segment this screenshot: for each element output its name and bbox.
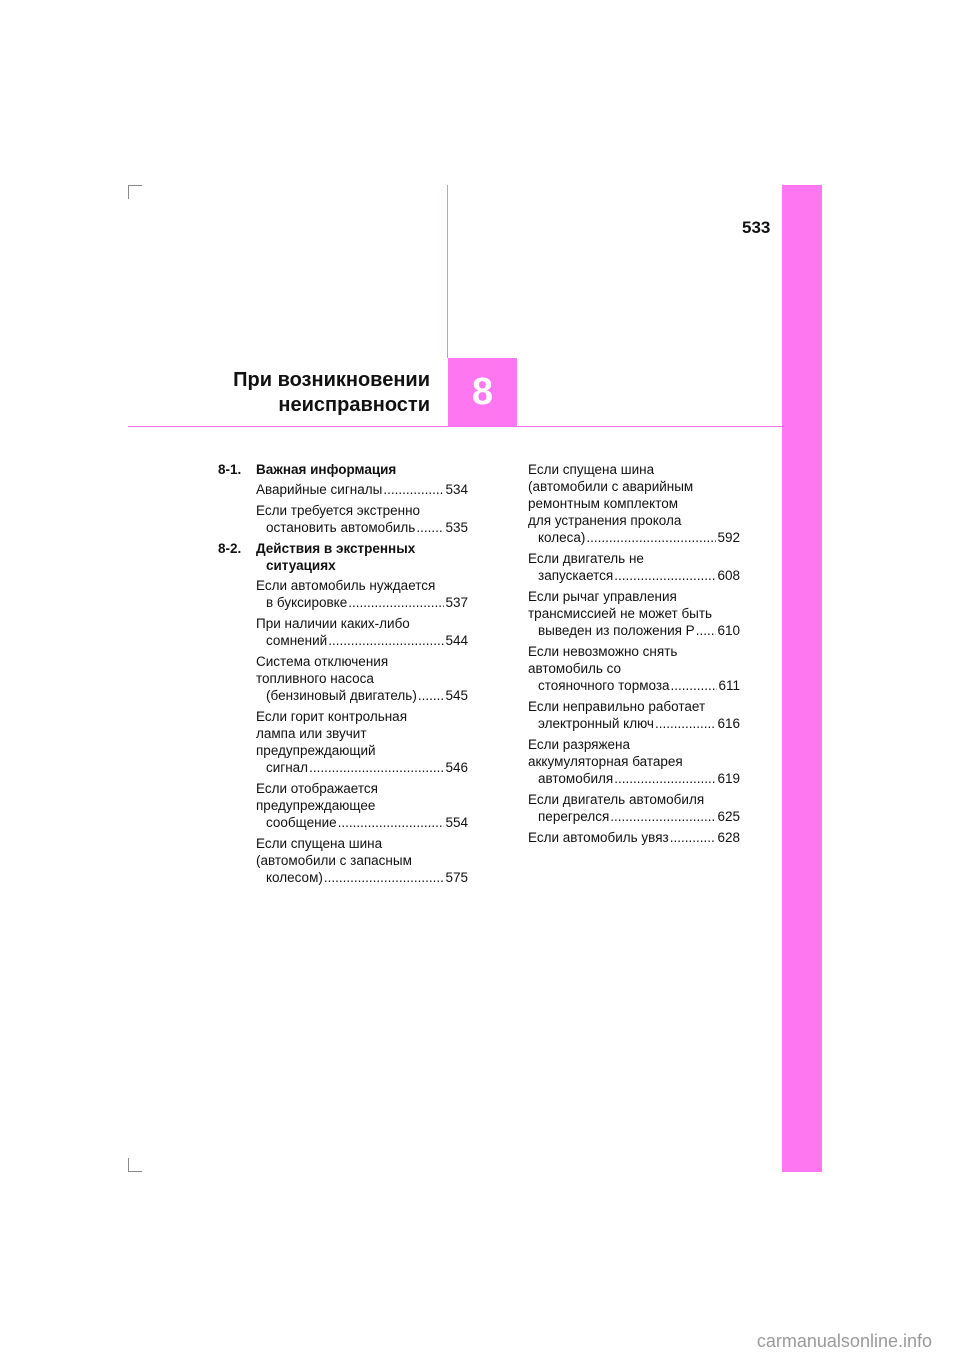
- toc-page-number: 611: [718, 678, 740, 693]
- toc-entry[interactable]: [256, 481, 468, 498]
- toc-entry-text: (бензиновый двигатель): [266, 688, 417, 703]
- toc-entry-last-line: [256, 687, 468, 704]
- toc-section-entries: [218, 481, 468, 536]
- toc-entry-line: лампа или звучит: [256, 726, 367, 741]
- toc-entry-title: [256, 708, 468, 759]
- toc-entry-text: электронный ключ: [538, 716, 654, 731]
- toc-page-number: 575: [445, 870, 468, 885]
- toc-entry-last-line: [256, 869, 468, 886]
- toc-entry-line: Если двигатель автомобиля: [528, 792, 705, 807]
- toc-entry-line: (автомобили с аварийным: [528, 479, 694, 494]
- toc-entry-text: Если автомобиль увяз: [528, 830, 669, 845]
- toc-entry-last-line: [256, 759, 468, 776]
- toc-section-number: 8-1.: [218, 462, 242, 477]
- toc-entry-line: Если спущена шина: [256, 836, 383, 851]
- toc-right-column: [528, 461, 740, 850]
- toc-entry-title: [528, 791, 740, 808]
- chapter-title-line-1: При возникновении: [233, 369, 430, 391]
- toc-section-heading: [218, 540, 468, 574]
- toc-leader-dots: [309, 759, 444, 776]
- toc-entry-title: [256, 577, 468, 594]
- toc-entry-line: (автомобили с запасным: [256, 853, 412, 868]
- toc-section-heading: [218, 461, 468, 478]
- toc-leader-dots: [383, 481, 444, 498]
- toc-entry-text: в буксировке: [266, 595, 348, 610]
- toc-entry[interactable]: [528, 736, 740, 787]
- toc-left-column: [218, 461, 468, 890]
- chapter-side-tab: [782, 185, 822, 1172]
- toc-page-number: 554: [445, 815, 468, 830]
- toc-entry-title: [528, 550, 740, 567]
- toc-page-number: 534: [445, 482, 468, 497]
- toc-entry-text: остановить автомобиль: [266, 520, 416, 535]
- toc-entry-last-line: [256, 519, 468, 536]
- toc-entry-last-line: [256, 481, 468, 498]
- toc-entry-line: аккумуляторная батарея: [528, 754, 683, 769]
- toc-page-number: 610: [717, 623, 740, 638]
- crop-mark-top-v: [128, 185, 129, 199]
- toc-entry-text: сомнений: [266, 633, 328, 648]
- toc-page-number: 625: [717, 809, 740, 824]
- toc-entry-last-line: [528, 715, 740, 732]
- page-number: 533: [742, 218, 771, 237]
- toc-entry-title: [528, 698, 740, 715]
- toc-page-number: 545: [445, 688, 468, 703]
- toc-entry-text: выведен из положения P: [538, 623, 695, 638]
- toc-entry-text: перегрелся: [538, 809, 610, 824]
- toc-entry-last-line: [256, 594, 468, 611]
- toc-entry[interactable]: [256, 577, 468, 611]
- toc-entry-title: [256, 780, 468, 814]
- toc-page-number: 592: [717, 530, 740, 545]
- toc-leader-dots: [614, 770, 716, 787]
- toc-page-number: 537: [445, 595, 468, 610]
- toc-entry-line: При наличии каких-либо: [256, 616, 410, 631]
- toc-entry-last-line: [528, 808, 740, 825]
- toc-leader-dots: [586, 529, 716, 546]
- toc-leader-dots: [348, 594, 444, 611]
- watermark-text: carmanualsonline.info: [756, 1331, 932, 1351]
- toc-entry-line: Если требуется экстренно: [256, 503, 421, 518]
- toc-section-title: Действия в экстренных ситуациях: [256, 541, 416, 573]
- toc-entry-last-line: [256, 814, 468, 831]
- toc-entry-title: [528, 588, 740, 622]
- toc-entry-text: запускается: [538, 568, 614, 583]
- toc-entry-title: [256, 835, 468, 869]
- toc-leader-dots: [696, 622, 717, 639]
- toc-entry-title: [256, 653, 468, 687]
- toc-entry[interactable]: [528, 643, 740, 694]
- toc-entry[interactable]: [528, 698, 740, 732]
- toc-entry-title: [528, 643, 740, 677]
- toc-leader-dots: [328, 632, 444, 649]
- chapter-title: [233, 368, 430, 418]
- toc-entry-line: Если автомобиль нуждается: [256, 578, 436, 593]
- toc-leader-dots: [324, 869, 445, 886]
- crop-mark-top-h: [128, 185, 142, 186]
- chapter-number-badge: 8: [448, 358, 517, 427]
- toc-entry[interactable]: [256, 653, 468, 704]
- toc-entry-title: [528, 461, 740, 529]
- toc-entry-title: [256, 615, 468, 632]
- toc-section-number: 8-2.: [218, 541, 242, 556]
- crop-mark-bottom-h: [128, 1171, 142, 1172]
- toc-entry-line: топливного насоса: [256, 671, 374, 686]
- toc-leader-dots: [671, 677, 718, 694]
- toc-entry-line: Система отключения: [256, 654, 389, 669]
- toc-entry-text: сообщение: [266, 815, 337, 830]
- toc-entry-line: Если разряжена: [528, 737, 630, 752]
- toc-section-entries: [528, 461, 740, 846]
- toc-entry-line: Если невозможно снять: [528, 644, 678, 659]
- toc-entry-last-line: [528, 677, 740, 694]
- toc-entry[interactable]: [528, 550, 740, 584]
- toc-entry-line: Если отображается: [256, 781, 378, 796]
- header-vertical-rule: [447, 185, 448, 358]
- toc-page-number: 608: [717, 568, 740, 583]
- toc-entry-last-line: [256, 632, 468, 649]
- toc-entry-line: Если спущена шина: [528, 462, 655, 477]
- toc-leader-dots: [670, 829, 717, 846]
- chapter-title-line-2: неисправности: [278, 394, 430, 416]
- toc-entry[interactable]: [256, 502, 468, 536]
- toc-leader-dots: [416, 519, 444, 536]
- toc-entry-title: [256, 502, 468, 519]
- toc-leader-dots: [338, 814, 445, 831]
- toc-entry-line: предупреждающий: [256, 743, 376, 758]
- toc-entry-text: Аварийные сигналы: [256, 482, 383, 497]
- toc-entry-line: ремонтным комплектом: [528, 496, 679, 511]
- toc-entry-text: автомобиля: [538, 771, 614, 786]
- toc-entry-line: Если горит контрольная: [256, 709, 407, 724]
- toc-entry[interactable]: [528, 461, 740, 546]
- toc-entry-text: колесом): [266, 870, 323, 885]
- toc-page-number: 544: [445, 633, 468, 648]
- toc-entry-title: [528, 736, 740, 770]
- toc-leader-dots: [610, 808, 716, 825]
- toc-entry-line: для устранения прокола: [528, 513, 682, 528]
- toc-entry-last-line: [528, 829, 740, 846]
- toc-section-title: Важная информация: [256, 462, 397, 477]
- toc-entry[interactable]: [256, 835, 468, 886]
- toc-entry-last-line: [528, 529, 740, 546]
- crop-mark-bottom-v: [128, 1158, 129, 1172]
- toc-leader-dots: [614, 567, 716, 584]
- toc-leader-dots: [418, 687, 445, 704]
- toc-entry-text: сигнал: [266, 760, 309, 775]
- toc-entry-last-line: [528, 567, 740, 584]
- toc-page-number: 616: [717, 716, 740, 731]
- toc-entry-line: Если рычаг управления: [528, 589, 677, 604]
- toc-entry-last-line: [528, 770, 740, 787]
- toc-entry[interactable]: [528, 829, 740, 846]
- toc-entry-line: Если неправильно работает: [528, 699, 706, 714]
- toc-entry-line: Если двигатель не: [528, 551, 644, 566]
- toc-entry-text: колеса): [538, 530, 586, 545]
- toc-entry-text: стояночного тормоза: [538, 678, 670, 693]
- toc-page-number: 619: [717, 771, 740, 786]
- toc-entry[interactable]: [256, 780, 468, 831]
- toc-page-number: 546: [445, 760, 468, 775]
- toc-entry[interactable]: [528, 588, 740, 639]
- toc-leader-dots: [655, 715, 717, 732]
- toc-entry-line: автомобиль со: [528, 661, 622, 676]
- toc-page-number: 535: [445, 520, 468, 535]
- toc-entry-line: предупреждающее: [256, 798, 376, 813]
- toc-entry-line: трансмиссией не может быть: [528, 606, 713, 621]
- toc-page-number: 628: [717, 830, 740, 845]
- toc-entry-last-line: [528, 622, 740, 639]
- toc-entry[interactable]: [528, 791, 740, 825]
- toc-entry[interactable]: [256, 615, 468, 649]
- toc-entry[interactable]: [256, 708, 468, 776]
- toc-section-entries: [218, 577, 468, 886]
